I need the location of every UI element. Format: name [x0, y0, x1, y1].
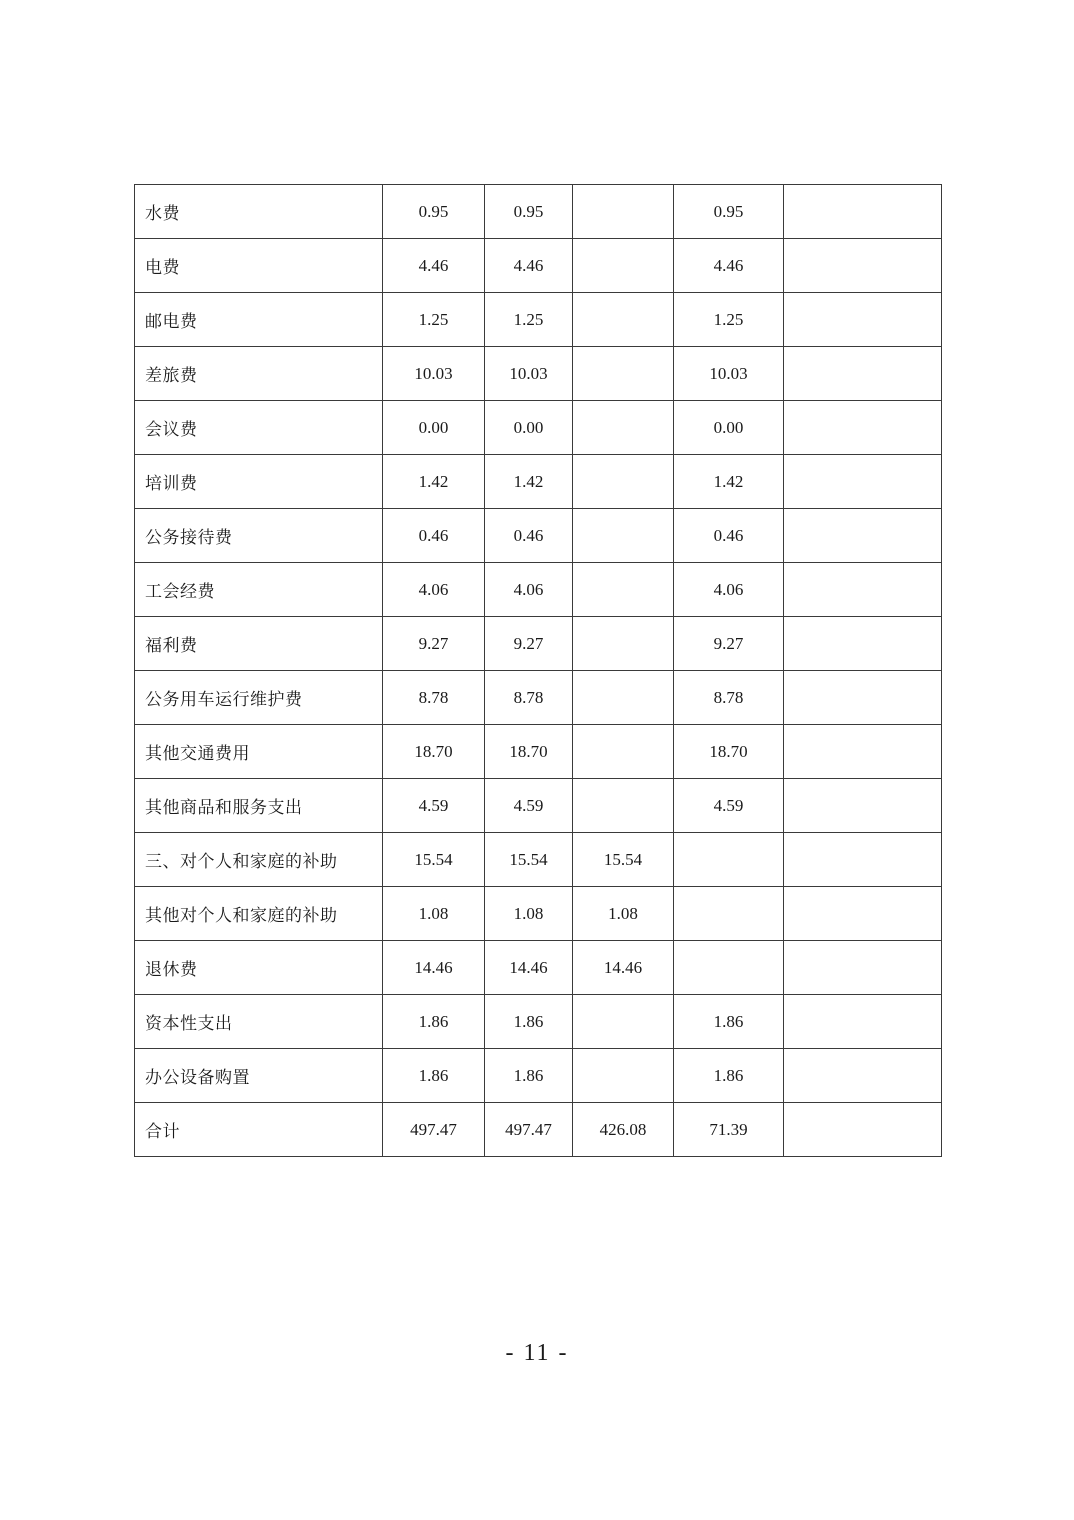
- row-label-cell: 公务用车运行维护费: [135, 671, 383, 725]
- value-cell: 15.54: [485, 833, 573, 887]
- value-cell: [784, 401, 942, 455]
- table-row: [135, 1103, 942, 1157]
- value-cell: 4.06: [674, 563, 784, 617]
- value-cell: 426.08: [573, 1103, 674, 1157]
- value-cell: 18.70: [674, 725, 784, 779]
- value-cell: [784, 833, 942, 887]
- value-cell: 0.00: [485, 401, 573, 455]
- value-cell: 4.46: [674, 239, 784, 293]
- row-label-cell: 退休费: [135, 941, 383, 995]
- table-row: [135, 239, 942, 293]
- value-cell: [784, 1049, 942, 1103]
- value-cell: 0.00: [674, 401, 784, 455]
- row-label-cell: 会议费: [135, 401, 383, 455]
- value-cell: 4.59: [485, 779, 573, 833]
- table-row: [135, 347, 942, 401]
- row-label-cell: 电费: [135, 239, 383, 293]
- row-label-cell: 其他交通费用: [135, 725, 383, 779]
- table-row: [135, 725, 942, 779]
- value-cell: [784, 887, 942, 941]
- value-cell: 1.42: [674, 455, 784, 509]
- value-cell: 1.25: [383, 293, 485, 347]
- value-cell: [784, 941, 942, 995]
- value-cell: 14.46: [383, 941, 485, 995]
- value-cell: [573, 563, 674, 617]
- value-cell: 0.95: [485, 185, 573, 239]
- value-cell: 10.03: [383, 347, 485, 401]
- value-cell: 1.86: [674, 1049, 784, 1103]
- value-cell: 1.86: [383, 995, 485, 1049]
- table-row: [135, 779, 942, 833]
- value-cell: 8.78: [383, 671, 485, 725]
- table-row: [135, 617, 942, 671]
- value-cell: 1.08: [383, 887, 485, 941]
- value-cell: [573, 185, 674, 239]
- value-cell: 1.86: [485, 1049, 573, 1103]
- value-cell: [573, 239, 674, 293]
- value-cell: [784, 239, 942, 293]
- value-cell: 71.39: [674, 1103, 784, 1157]
- value-cell: 18.70: [383, 725, 485, 779]
- value-cell: 4.46: [485, 239, 573, 293]
- value-cell: 1.42: [383, 455, 485, 509]
- page-number: - 11 -: [505, 1340, 569, 1366]
- table-row: [135, 833, 942, 887]
- value-cell: 0.46: [383, 509, 485, 563]
- row-label-cell: 其他对个人和家庭的补助: [135, 887, 383, 941]
- value-cell: 1.42: [485, 455, 573, 509]
- value-cell: 0.95: [383, 185, 485, 239]
- row-label-cell: 邮电费: [135, 293, 383, 347]
- value-cell: 1.25: [485, 293, 573, 347]
- value-cell: [573, 293, 674, 347]
- table-row: [135, 671, 942, 725]
- row-label-cell: 培训费: [135, 455, 383, 509]
- table-row: [135, 509, 942, 563]
- value-cell: [573, 1049, 674, 1103]
- value-cell: 9.27: [674, 617, 784, 671]
- value-cell: 9.27: [485, 617, 573, 671]
- value-cell: [784, 725, 942, 779]
- value-cell: 1.86: [674, 995, 784, 1049]
- budget-table: [134, 184, 942, 1157]
- value-cell: 0.00: [383, 401, 485, 455]
- table-row: [135, 941, 942, 995]
- value-cell: [573, 617, 674, 671]
- value-cell: 1.86: [383, 1049, 485, 1103]
- value-cell: 0.46: [485, 509, 573, 563]
- table-row: [135, 185, 942, 239]
- value-cell: [784, 779, 942, 833]
- budget-table-body: [135, 185, 942, 1157]
- row-label-cell: 三、对个人和家庭的补助: [135, 833, 383, 887]
- row-label-cell: 福利费: [135, 617, 383, 671]
- value-cell: [674, 941, 784, 995]
- table-row: [135, 401, 942, 455]
- row-label-cell: 合计: [135, 1103, 383, 1157]
- value-cell: 0.46: [674, 509, 784, 563]
- value-cell: 4.46: [383, 239, 485, 293]
- row-label-cell: 办公设备购置: [135, 1049, 383, 1103]
- row-label-cell: 其他商品和服务支出: [135, 779, 383, 833]
- value-cell: 8.78: [485, 671, 573, 725]
- value-cell: 14.46: [485, 941, 573, 995]
- value-cell: [573, 779, 674, 833]
- value-cell: [674, 887, 784, 941]
- value-cell: [784, 509, 942, 563]
- value-cell: 9.27: [383, 617, 485, 671]
- table-row: [135, 1049, 942, 1103]
- value-cell: [784, 617, 942, 671]
- row-label-cell: 公务接待费: [135, 509, 383, 563]
- value-cell: [784, 455, 942, 509]
- table-row: [135, 293, 942, 347]
- value-cell: 10.03: [674, 347, 784, 401]
- table-row: [135, 563, 942, 617]
- value-cell: [784, 347, 942, 401]
- value-cell: [573, 509, 674, 563]
- row-label-cell: 差旅费: [135, 347, 383, 401]
- value-cell: [784, 293, 942, 347]
- value-cell: 1.86: [485, 995, 573, 1049]
- value-cell: 0.95: [674, 185, 784, 239]
- value-cell: [784, 995, 942, 1049]
- value-cell: [674, 833, 784, 887]
- value-cell: 15.54: [573, 833, 674, 887]
- value-cell: [784, 563, 942, 617]
- value-cell: 497.47: [485, 1103, 573, 1157]
- value-cell: 8.78: [674, 671, 784, 725]
- row-label-cell: 水费: [135, 185, 383, 239]
- table-row: [135, 995, 942, 1049]
- value-cell: [573, 347, 674, 401]
- value-cell: [784, 671, 942, 725]
- value-cell: 4.59: [674, 779, 784, 833]
- value-cell: 4.59: [383, 779, 485, 833]
- value-cell: 1.08: [485, 887, 573, 941]
- value-cell: 1.25: [674, 293, 784, 347]
- value-cell: 497.47: [383, 1103, 485, 1157]
- value-cell: [573, 401, 674, 455]
- value-cell: [784, 185, 942, 239]
- value-cell: [573, 671, 674, 725]
- value-cell: [573, 725, 674, 779]
- value-cell: 1.08: [573, 887, 674, 941]
- table-row: [135, 887, 942, 941]
- value-cell: 4.06: [383, 563, 485, 617]
- value-cell: [573, 455, 674, 509]
- value-cell: 15.54: [383, 833, 485, 887]
- value-cell: [573, 995, 674, 1049]
- value-cell: 4.06: [485, 563, 573, 617]
- table-row: [135, 455, 942, 509]
- row-label-cell: 工会经费: [135, 563, 383, 617]
- row-label-cell: 资本性支出: [135, 995, 383, 1049]
- value-cell: [784, 1103, 942, 1157]
- value-cell: 10.03: [485, 347, 573, 401]
- value-cell: 18.70: [485, 725, 573, 779]
- value-cell: 14.46: [573, 941, 674, 995]
